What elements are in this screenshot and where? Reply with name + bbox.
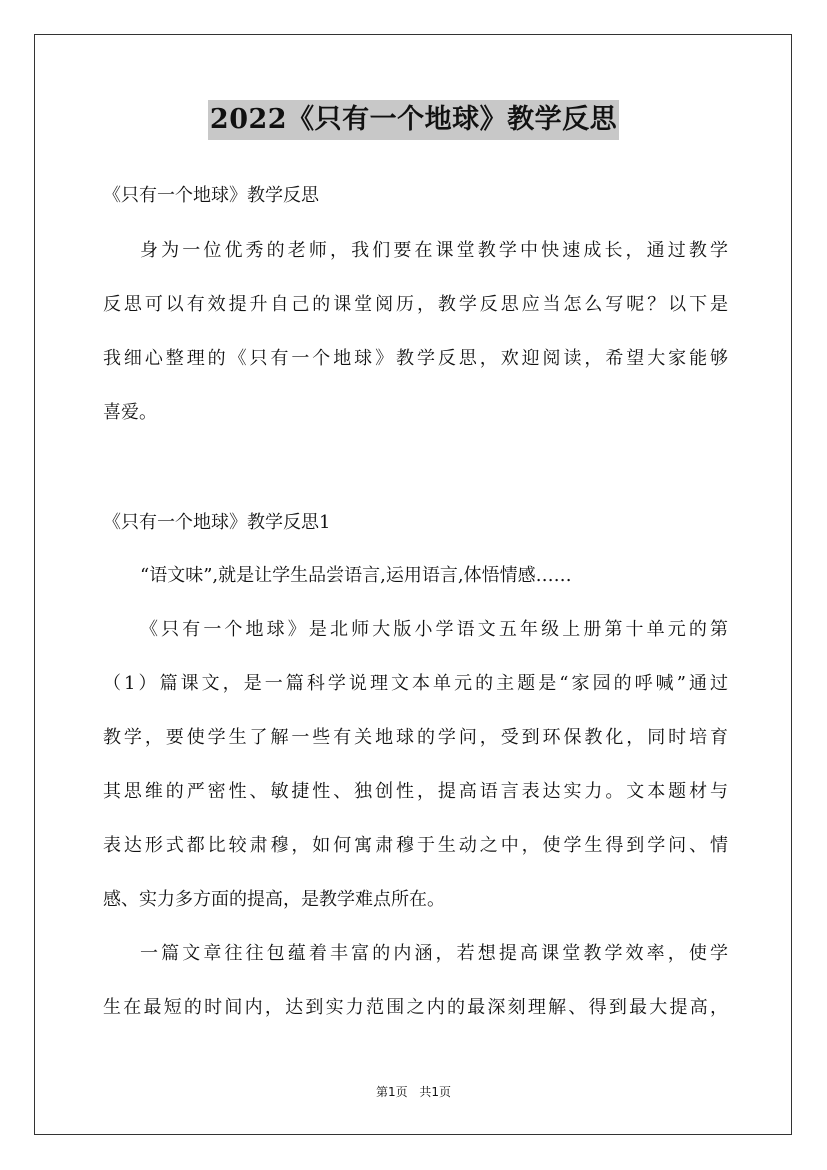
document-title: 2022《只有一个地球》教学反思 [208,100,619,140]
page-footer [0,1083,827,1100]
page-total: 共1页 [419,1085,452,1099]
paragraph-line: 表达形式都比较肃穆，如何寓肃穆于生动之中，使学生得到学问、情 [103,835,728,856]
paragraph-line: 《只有一个地球》是北师大版小学语文五年级上册第十单元的第 [140,619,728,640]
paragraph-line: 其思维的严密性、敏捷性、独创性，提高语言表达实力。文本题材与 [103,781,728,802]
intro-line: 我细心整理的《只有一个地球》教学反思，欢迎阅读，希望大家能够 [103,348,728,369]
document-subtitle: 《只有一个地球》教学反思 [103,185,319,206]
paragraph-line: 感、实力多方面的提高，是教学难点所在。 [103,889,445,910]
paragraph-line: 一篇文章往往包蕴着丰富的内涵，若想提高课堂教学效率，使学 [140,943,728,964]
quote-line: “语文味”,就是让学生品尝语言,运用语言,体悟情感…… [140,565,572,586]
section-heading: 《只有一个地球》教学反思1 [103,512,331,533]
paragraph-line: （1）篇课文，是一篇科学说理文本单元的主题是“家园的呼喊”通过 [103,673,728,694]
paragraph-line: 教学，要使学生了解一些有关地球的学问，受到环保教化，同时培育 [103,727,728,748]
paragraph-line: 生在最短的时间内，达到实力范围之内的最深刻理解、得到最大提高， [103,997,728,1018]
intro-line: 喜爱。 [103,402,157,423]
title-container [0,100,827,140]
page-number: 第1页 [375,1085,408,1099]
intro-line: 反思可以有效提升自己的课堂阅历，教学反思应当怎么写呢？以下是 [103,294,728,315]
intro-line: 身为一位优秀的老师，我们要在课堂教学中快速成长，通过教学 [140,240,728,261]
